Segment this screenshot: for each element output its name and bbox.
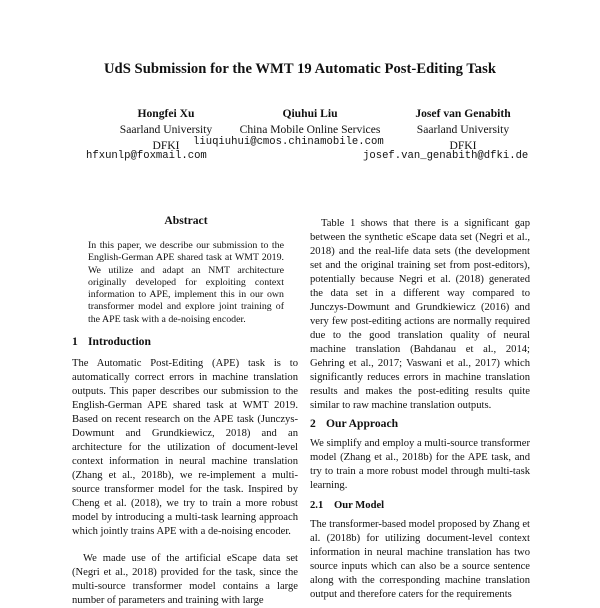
model-paragraph-1: The transformer-based model proposed by Zhang et al. (2018b) for utilizing document-level context information in neural machine translation has two source inputs which can also be a source sentence along with the corresponding machine translation output and therefore caters for the requirements	[310, 519, 530, 600]
author-affiliation-secondary: DFKI	[152, 139, 180, 152]
paper-title: UdS Submission for the WMT 19 Automatic Post-Editing Task	[103, 61, 497, 77]
subsection-heading-model	[310, 500, 384, 511]
author-email: josef.van_genabith@dfki.de	[363, 150, 529, 162]
section-number: 2	[310, 417, 316, 430]
abstract-heading: Abstract	[164, 214, 208, 227]
author-block-3	[388, 106, 538, 154]
subsection-number: 2.1	[310, 500, 324, 511]
intro-paragraph-1: The Automatic Post-Editing (APE) task is to automatically correct errors in machine translation outputs. This paper describes our submission to the English-German APE shared task at WMT 2019. Based on recent research on the APE task (Junczys-Dowmunt and Grundkiewicz, 2018) and an architecture for the utilization of document-level context information in neural machine translation (Zhang et al., 2018b), we re-implement a multi-source transformer model for the task. Inspired by Cheng et al. (2018), we try to train a more robust model by introducing a multi-task learning approach which jointly trains APE with a de-noising encoder.	[72, 358, 298, 537]
section-number: 1	[72, 335, 78, 348]
subsection-title: Our Model	[334, 500, 385, 511]
author-affiliation: Saarland University	[119, 123, 213, 136]
author-email: liuqiuhui@cmos.chinamobile.com	[193, 136, 384, 148]
section-heading-approach	[310, 417, 398, 430]
section-heading-introduction	[72, 335, 151, 348]
author-affiliation: Saarland University	[416, 123, 510, 136]
section-title: Our Approach	[326, 417, 399, 430]
abstract-text: In this paper, we describe our submission to the English-German APE shared task at WMT 2019. We utilize and adapt an NMT architecture originally developed for exploiting context information to APE, implement this in our own transformer model and explore joint training of the APE task with a de-noising encoder.	[88, 240, 284, 325]
author-affiliation-secondary: DFKI	[449, 139, 477, 152]
approach-paragraph-1: We simplify and employ a multi-source transformer model (Zhang et al., 2018b) for the APE task, and try to train a more robust model through multi-task learning.	[310, 438, 530, 491]
section-title: Introduction	[88, 335, 151, 348]
author-block-2	[210, 106, 410, 138]
author-name: Qiuhui Liu	[282, 107, 338, 120]
author-email: hfxunlp@foxmail.com	[86, 150, 207, 162]
intro-paragraph-2: We made use of the artificial eScape data set (Negri et al., 2018) provided for the task, since the multi-source transformer model contains a large number of parameters and training with large	[72, 553, 298, 606]
author-affiliation: China Mobile Online Services	[239, 123, 381, 136]
right-paragraph-1: Table 1 shows that there is a significant gap between the synthetic eScape data set (Negri et al., 2018) and the real-life data sets (the development set and the original training set from post-editors), potentially because Negri et al. (2018) generated the data set in a different way compared to Junczys-Dowmunt and Grundkiewicz (2016) and very few post-editing actions are normally required due to the good translation quality of neural machine translation (Bahdanau et al., 2014; Gehring et al., 2017; Vaswani et al., 2017) which significantly reduces errors in machine translation results and makes the post-editing results quite similar to raw machine translation outputs.	[310, 218, 530, 411]
author-name: Josef van Genabith	[415, 107, 511, 120]
author-name: Hongfei Xu	[137, 107, 195, 120]
